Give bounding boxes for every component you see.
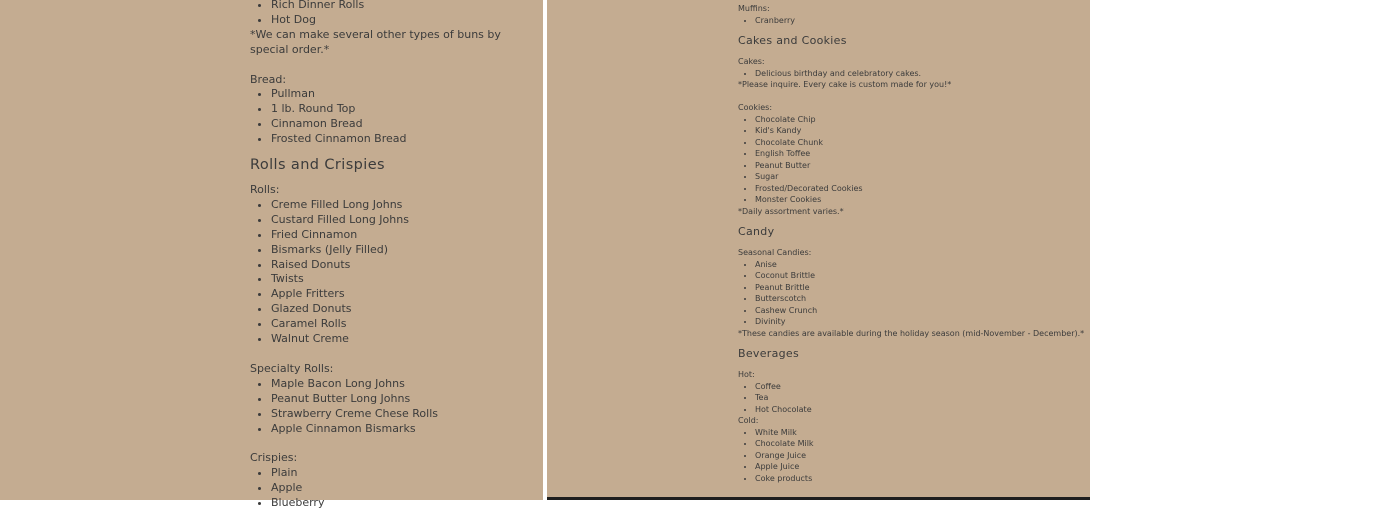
list-item: • Glazed Donuts bbox=[271, 302, 540, 317]
list-item: • Kid's Kandy bbox=[755, 125, 1088, 137]
rolls-and-crispies-heading: Rolls and Crispies bbox=[250, 157, 385, 174]
list-item: • Caramel Rolls bbox=[271, 317, 540, 332]
left-menu-panel bbox=[0, 0, 543, 510]
list-item: • Butterscotch bbox=[755, 293, 1088, 305]
candy-list bbox=[738, 259, 1088, 328]
list-item: • Peanut Butter bbox=[755, 160, 1088, 172]
list-item: • Coffee bbox=[755, 381, 1088, 393]
list-item: • Peanut Butter Long Johns bbox=[271, 392, 540, 407]
list-item: • Chocolate Chunk bbox=[755, 137, 1088, 149]
cakes-note: *Please inquire. Every cake is custom made for you!* bbox=[738, 80, 952, 89]
list-item: • Strawberry Creme Chese Rolls bbox=[271, 407, 540, 422]
bread-label: Bread: bbox=[250, 72, 287, 86]
list-item: • Cranberry bbox=[755, 15, 1088, 27]
bread-list bbox=[250, 87, 540, 147]
list-item: • Frosted Cinnamon Bread bbox=[271, 132, 540, 147]
hot-beverages-list bbox=[738, 381, 1088, 416]
candy-heading: Candy bbox=[738, 225, 775, 238]
list-item: • Monster Cookies bbox=[755, 194, 1088, 206]
specialty-rolls-label: Specialty Rolls: bbox=[250, 361, 334, 375]
list-item: • Chocolate Chip bbox=[755, 114, 1088, 126]
list-item: • Bismarks (Jelly Filled) bbox=[271, 243, 540, 258]
specialty-rolls-list bbox=[250, 377, 540, 437]
list-item: • Walnut Creme bbox=[271, 332, 540, 347]
list-item: • Apple Fritters bbox=[271, 287, 540, 302]
list-item: • Apple Cinnamon Bismarks bbox=[271, 422, 540, 437]
cookies-note: *Daily assortment varies.* bbox=[738, 206, 844, 216]
right-menu-content bbox=[738, 3, 1088, 484]
crispies-label: Crispies: bbox=[250, 451, 298, 465]
list-item: • Peanut Brittle bbox=[755, 282, 1088, 294]
list-item: • Tea bbox=[755, 392, 1088, 404]
list-item: • Cashew Crunch bbox=[755, 305, 1088, 317]
list-item: • 1 lb. Round Top bbox=[271, 102, 540, 117]
list-item: • Fried Cinnamon bbox=[271, 228, 540, 243]
rolls-label: Rolls: bbox=[250, 183, 280, 197]
list-item: • Hot Dog bbox=[271, 13, 540, 28]
right-menu-panel bbox=[547, 0, 1090, 500]
buns-note: *We can make several other types of buns by special order.* bbox=[250, 27, 501, 56]
list-item: • Apple Juice bbox=[755, 461, 1088, 473]
list-item: • Chocolate Milk bbox=[755, 438, 1088, 450]
list-item: • Hot Chocolate bbox=[755, 404, 1088, 416]
cakes-list bbox=[738, 68, 1088, 80]
list-item: • Maple Bacon Long Johns bbox=[271, 377, 540, 392]
list-item: • Sugar bbox=[755, 171, 1088, 183]
cakes-and-cookies-heading: Cakes and Cookies bbox=[738, 34, 847, 47]
list-item: • Anise bbox=[755, 259, 1088, 271]
list-item: • Delicious birthday and celebratory cakes. bbox=[755, 68, 1088, 80]
list-item: • Orange Juice bbox=[755, 450, 1088, 462]
list-item: • Cinnamon Bread bbox=[271, 117, 540, 132]
list-item: • Creme Filled Long Johns bbox=[271, 198, 540, 213]
cold-beverages-label: Cold: bbox=[738, 416, 759, 425]
list-item: • Rich Dinner Rolls bbox=[271, 0, 540, 13]
list-item: • Pullman bbox=[271, 87, 540, 102]
list-item: • Divinity bbox=[755, 316, 1088, 328]
list-item: • White Milk bbox=[755, 427, 1088, 439]
list-item: • Blueberry bbox=[271, 496, 540, 511]
seasonal-candies-label: Seasonal Candies: bbox=[738, 248, 812, 257]
left-menu-content bbox=[250, 0, 540, 511]
cookies-label: Cookies: bbox=[738, 103, 773, 112]
bottom-edge-bar bbox=[547, 497, 1090, 500]
buns-list bbox=[250, 0, 540, 28]
list-item: • Coconut Brittle bbox=[755, 270, 1088, 282]
list-item: • English Toffee bbox=[755, 148, 1088, 160]
cookies-list bbox=[738, 114, 1088, 206]
list-item: • Twists bbox=[271, 272, 540, 287]
hot-beverages-label: Hot: bbox=[738, 370, 755, 379]
list-item: • Custard Filled Long Johns bbox=[271, 213, 540, 228]
list-item: • Raised Donuts bbox=[271, 258, 540, 273]
crispies-list bbox=[250, 466, 540, 511]
candy-note: *These candies are available during the holiday season (mid-November - December).* bbox=[738, 328, 1085, 338]
muffins-list bbox=[738, 15, 1088, 27]
list-item: • Coke products bbox=[755, 473, 1088, 485]
list-item: • Frosted/Decorated Cookies bbox=[755, 183, 1088, 195]
cakes-label: Cakes: bbox=[738, 57, 765, 66]
rolls-list bbox=[250, 198, 540, 347]
beverages-heading: Beverages bbox=[738, 347, 800, 360]
muffins-label: Muffins: bbox=[738, 4, 770, 13]
list-item: • Plain bbox=[271, 466, 540, 481]
cold-beverages-list bbox=[738, 427, 1088, 485]
list-item: • Apple bbox=[271, 481, 540, 496]
